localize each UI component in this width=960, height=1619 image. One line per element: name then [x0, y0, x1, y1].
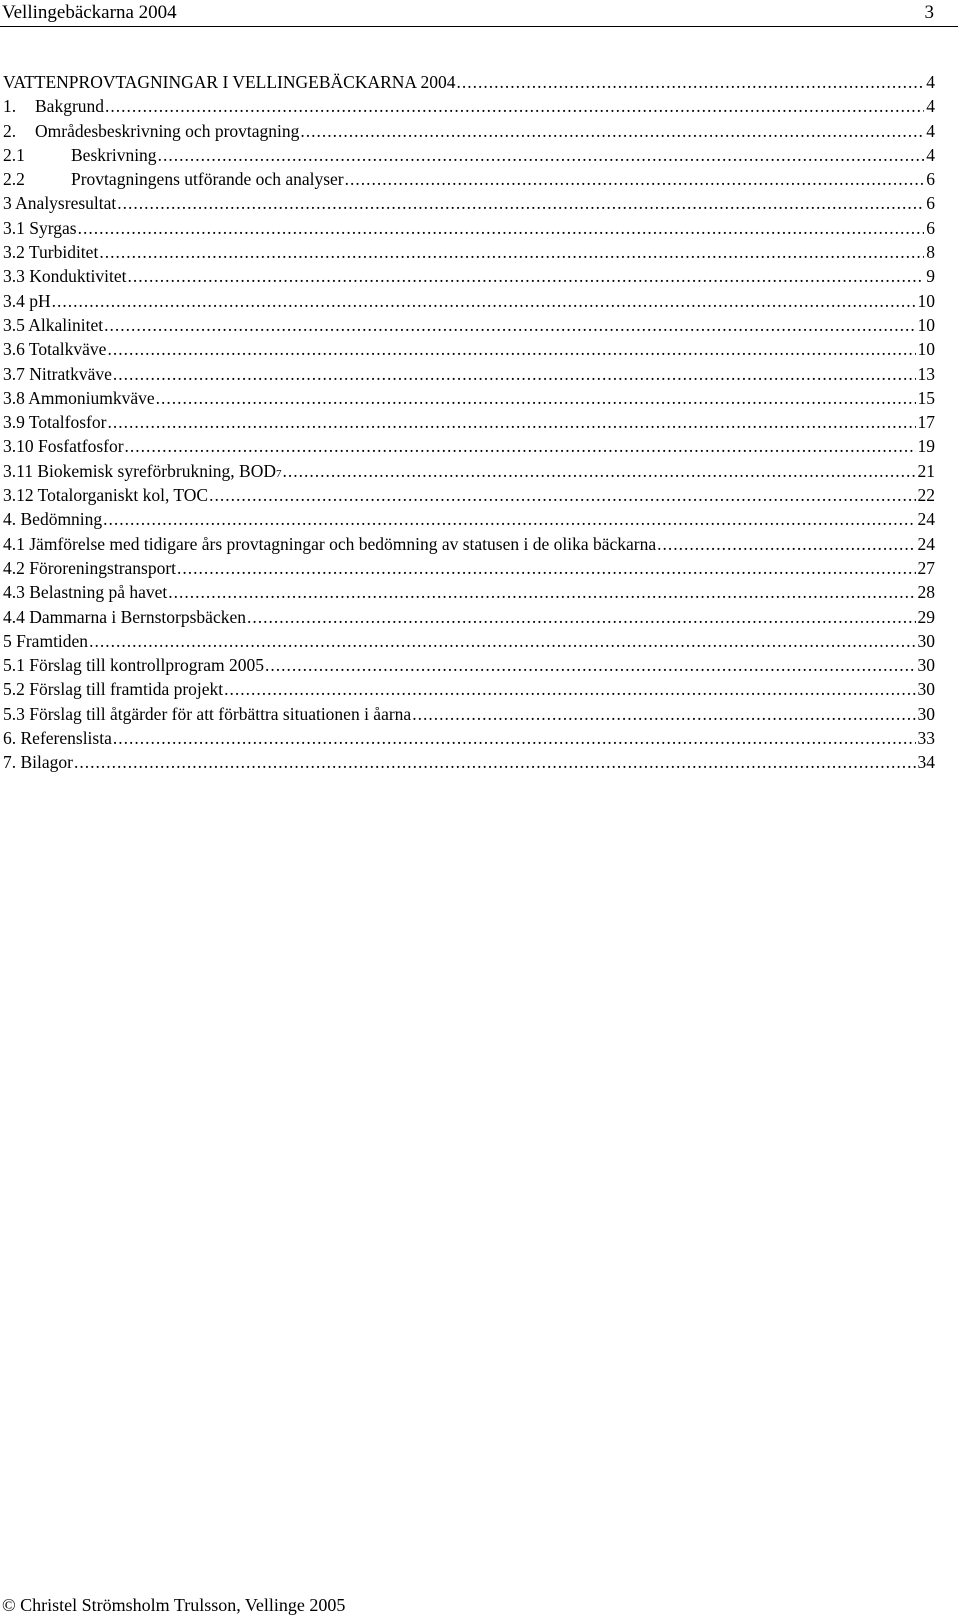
toc-entry-page: 15 — [917, 387, 935, 408]
toc-dot-leader — [412, 702, 915, 726]
toc-entry[interactable] — [3, 94, 935, 118]
toc-dot-leader — [104, 313, 915, 337]
toc-entry-title: 3.3 Konduktivitet — [3, 266, 127, 287]
toc-entry-page: 4 — [926, 96, 935, 117]
toc-entry-page: 24 — [917, 509, 935, 530]
toc-entry[interactable] — [3, 653, 935, 677]
toc-entry-title: 4. Bedömning — [3, 509, 103, 530]
toc-dot-leader — [78, 216, 925, 240]
toc-entry[interactable] — [3, 289, 935, 313]
toc-entry-title: 3.6 Totalkväve — [3, 339, 107, 360]
toc-dot-leader — [113, 362, 916, 386]
toc-entry-page: 21 — [917, 460, 935, 481]
table-of-contents — [3, 70, 935, 775]
toc-dot-leader — [113, 726, 916, 750]
toc-entry-title: 5 Framtiden — [3, 630, 89, 651]
toc-dot-leader — [168, 580, 915, 604]
toc-dot-leader — [74, 750, 916, 774]
toc-dot-leader — [107, 337, 915, 361]
toc-entry-title: 4.2 Föroreningstransport — [3, 557, 177, 578]
toc-entry-title: 3.11 Biokemisk syreförbrukning, BOD — [3, 460, 277, 481]
toc-entry-title: 3.1 Syrgas — [3, 217, 77, 238]
toc-entry[interactable] — [3, 580, 935, 604]
toc-entry-title: 5.2 Förslag till framtida projekt — [3, 679, 224, 700]
toc-entry-page: 22 — [917, 485, 935, 506]
toc-dot-leader — [456, 70, 924, 94]
toc-entry-number: 2. — [3, 120, 17, 141]
toc-entry-number: 2.1 — [3, 144, 25, 165]
toc-entry-page: 34 — [917, 752, 935, 773]
toc-entry-title: 3.7 Nitratkväve — [3, 363, 112, 384]
toc-entry-title: VATTENPROVTAGNINGAR I VELLINGEBÄCKARNA 2004 — [3, 72, 456, 92]
toc-entry-page: 19 — [917, 436, 935, 457]
toc-entry-title: Områdesbeskrivning och provtagning — [35, 120, 300, 141]
toc-dot-leader — [103, 507, 915, 531]
toc-entry-page: 29 — [917, 606, 935, 627]
toc-entry-title: 3 Analysresultat — [3, 193, 117, 214]
toc-entry-page: 9 — [926, 266, 935, 287]
toc-entry[interactable] — [3, 507, 935, 531]
toc-entry-page: 6 — [926, 169, 935, 190]
toc-entry-title: 3.10 Fosfatfosfor — [3, 436, 124, 457]
toc-entry[interactable] — [3, 386, 935, 410]
toc-entry-title: Beskrivning — [71, 144, 157, 165]
toc-dot-leader — [158, 143, 925, 167]
toc-entry-title: Provtagningens utförande och analyser — [71, 169, 344, 190]
toc-entry-number: 1. — [3, 96, 17, 117]
page-number: 3 — [924, 2, 934, 23]
toc-entry-title: 3.4 pH — [3, 290, 51, 311]
toc-entry-page: 10 — [917, 290, 935, 311]
toc-entry-page: 10 — [917, 339, 935, 360]
toc-dot-leader — [125, 434, 916, 458]
page-footer: © Christel Strömsholm Trulsson, Vellinge 2005 — [2, 1595, 346, 1615]
toc-entry-page: 28 — [917, 582, 935, 603]
toc-entry[interactable] — [3, 629, 935, 653]
toc-entry[interactable] — [3, 216, 935, 240]
toc-entry[interactable] — [3, 362, 935, 386]
toc-dot-leader — [283, 459, 916, 483]
toc-entry-page: 30 — [917, 630, 935, 651]
toc-entry-page: 27 — [917, 557, 935, 578]
toc-dot-leader — [117, 191, 924, 215]
toc-entry[interactable]: 3.11 Biokemisk syreförbrukning, BOD 7 ..... 21 — [3, 459, 935, 483]
toc-entry-title: 3.12 Totalorganiskt kol, TOC — [3, 485, 209, 506]
toc-entry[interactable] — [3, 483, 935, 507]
toc-entry-page: 4 — [926, 144, 935, 165]
toc-entry[interactable] — [3, 313, 935, 337]
toc-entry[interactable] — [3, 264, 935, 288]
toc-entry-title: 4.1 Jämförelse med tidigare års provtagningar och bedömning av statusen i de olika bäckarna — [3, 533, 657, 554]
toc-entry-number: 2.2 — [3, 169, 25, 190]
toc-entry-title: 3.8 Ammoniumkväve — [3, 387, 155, 408]
toc-dot-leader — [89, 629, 915, 653]
toc-entry-page: 6 — [926, 193, 935, 214]
toc-dot-leader — [224, 677, 915, 701]
toc-entry-page: 6 — [926, 217, 935, 238]
toc-dot-leader — [177, 556, 915, 580]
toc-dot-leader — [52, 289, 916, 313]
toc-entry-page: 8 — [926, 242, 935, 263]
document-title: Vellingebäckarna 2004 — [2, 2, 177, 23]
toc-entry[interactable] — [3, 702, 935, 726]
toc-entry-title: 3.2 Turbiditet — [3, 242, 99, 263]
toc-entry[interactable] — [3, 167, 935, 191]
toc-entry-page: 4 — [926, 72, 935, 92]
toc-dot-leader — [265, 653, 915, 677]
toc-entry[interactable] — [3, 70, 935, 94]
toc-dot-leader — [209, 483, 915, 507]
page-header — [0, 0, 958, 27]
toc-entry-title: 5.3 Förslag till åtgärder för att förbättra situationen i åarna — [3, 703, 412, 724]
toc-entry-title: 3.5 Alkalinitet — [3, 314, 104, 335]
toc-dot-leader — [156, 386, 916, 410]
toc-entry[interactable] — [3, 532, 935, 556]
toc-dot-leader — [105, 94, 924, 118]
toc-dot-leader — [127, 264, 924, 288]
toc-entry-title: 6. Referenslista — [3, 728, 112, 749]
toc-entry[interactable] — [3, 605, 935, 629]
toc-entry-page: 10 — [917, 314, 935, 335]
toc-dot-leader — [300, 119, 924, 143]
toc-entry[interactable] — [3, 410, 935, 434]
toc-dot-leader — [99, 240, 924, 264]
toc-entry[interactable] — [3, 119, 935, 143]
toc-entry[interactable] — [3, 337, 935, 361]
toc-dot-leader — [107, 410, 915, 434]
toc-entry-title: Bakgrund — [35, 96, 105, 117]
toc-entry-title: 3.9 Totalfosfor — [3, 412, 107, 433]
toc-entry-page: 24 — [917, 533, 935, 554]
toc-entry-page: 30 — [917, 679, 935, 700]
toc-entry[interactable] — [3, 191, 935, 215]
toc-entry[interactable] — [3, 677, 935, 701]
toc-entry-title: 7. Bilagor — [3, 752, 73, 773]
toc-dot-leader — [345, 167, 925, 191]
toc-entry[interactable] — [3, 750, 935, 774]
toc-dot-leader — [657, 532, 915, 556]
toc-entry-page: 13 — [917, 363, 935, 384]
toc-entry-page: 33 — [917, 728, 935, 749]
toc-entry-page: 30 — [917, 703, 935, 724]
toc-entry-page: 17 — [917, 412, 935, 433]
toc-entry[interactable] — [3, 240, 935, 264]
toc-entry-page: 30 — [917, 655, 935, 676]
toc-entry[interactable] — [3, 556, 935, 580]
toc-entry-title: 4.3 Belastning på havet — [3, 582, 168, 603]
toc-entry-title: 5.1 Förslag till kontrollprogram 2005 — [3, 655, 265, 676]
toc-entry[interactable] — [3, 434, 935, 458]
toc-entry-title: 4.4 Dammarna i Bernstorpsbäcken — [3, 606, 246, 627]
toc-entry[interactable] — [3, 726, 935, 750]
toc-entry-page: 4 — [926, 120, 935, 141]
toc-dot-leader — [247, 605, 916, 629]
toc-entry[interactable] — [3, 143, 935, 167]
